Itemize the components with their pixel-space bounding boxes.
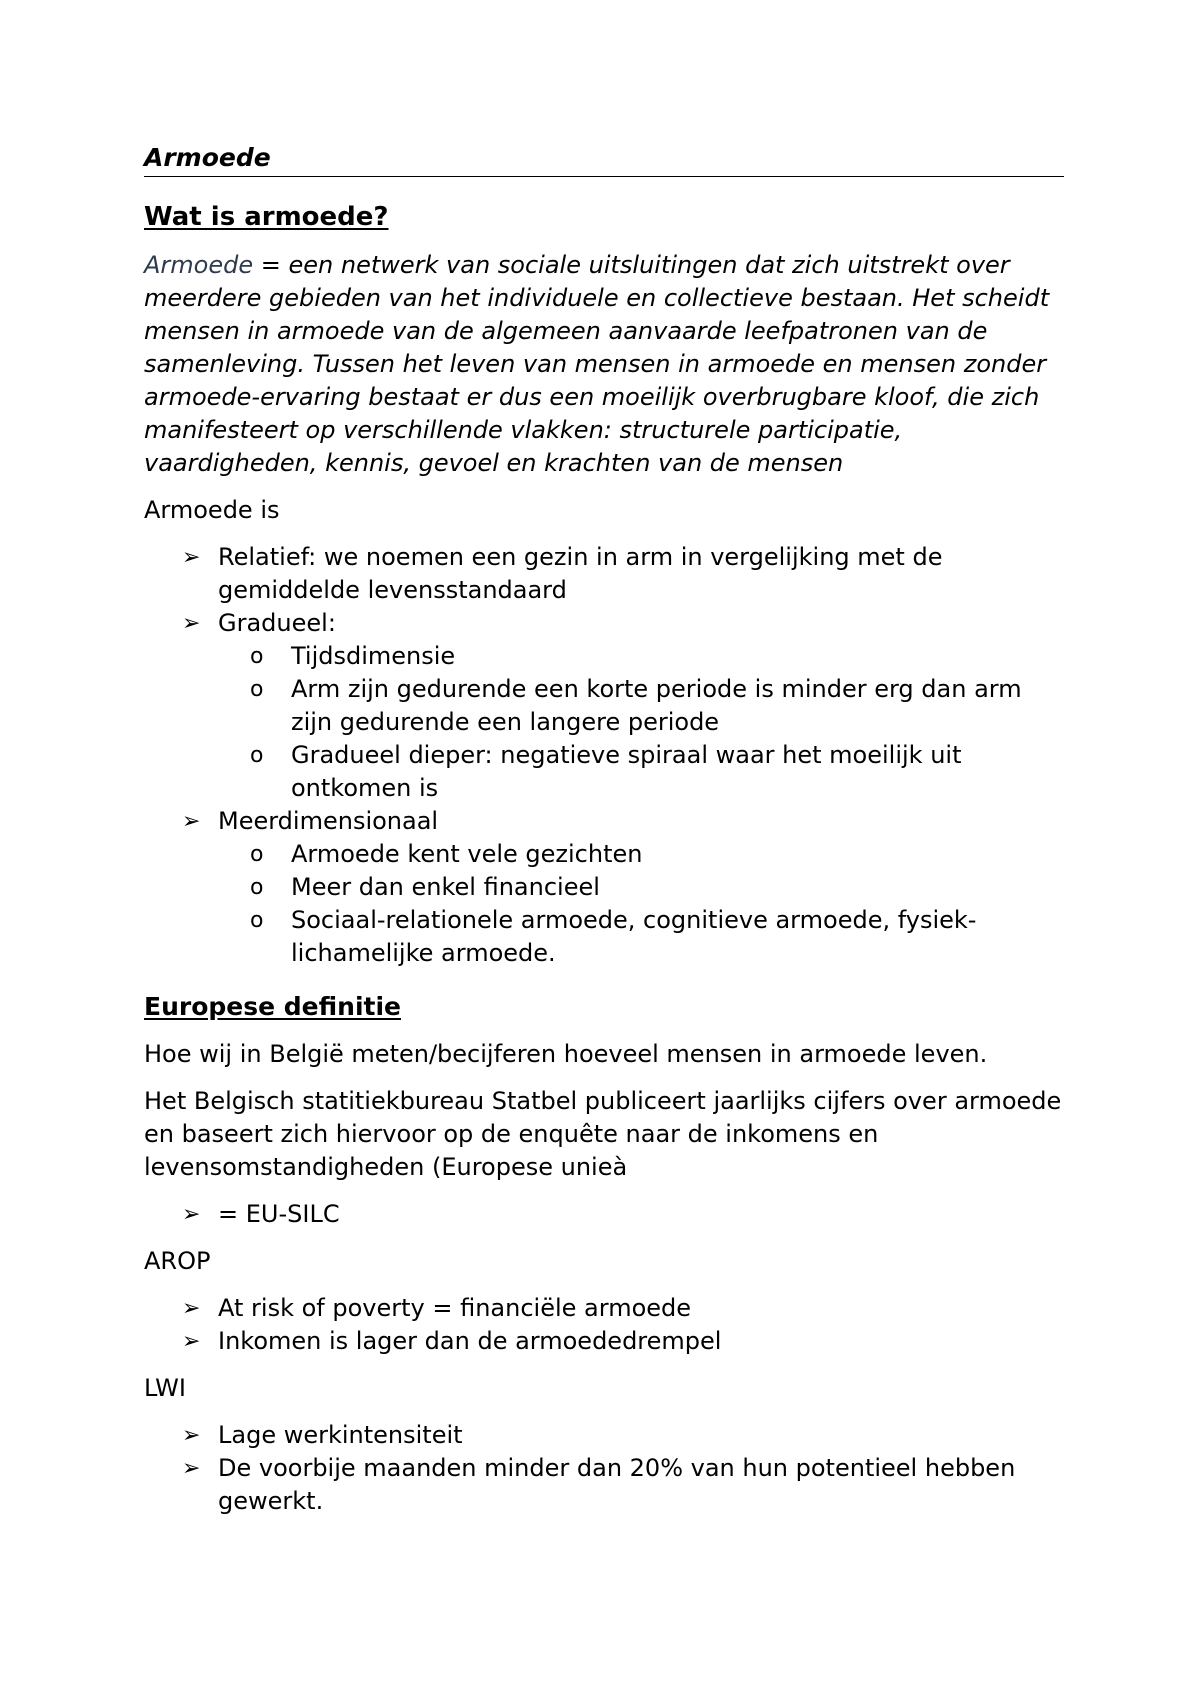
arrow-bullet-icon: ➢: [182, 545, 201, 570]
list-item: [144, 1419, 1064, 1452]
sub-list-item: [218, 838, 1064, 871]
arrow-bullet-icon: ➢: [182, 1456, 201, 1481]
circle-bullet-icon: o: [250, 875, 264, 900]
arrow-bullet-icon: ➢: [182, 611, 201, 636]
section-heading-wat-is-armoede: Wat is armoede?: [144, 202, 389, 232]
arop-list: [144, 1292, 1064, 1358]
list-item-text: Lage werkintensiteit: [218, 1421, 463, 1449]
lwi-list: [144, 1419, 1064, 1518]
arrow-bullet-icon: ➢: [182, 1296, 201, 1321]
list-item-text: Inkomen is lager dan de armoededrempel: [218, 1327, 722, 1355]
sub-list-item-text: Tijdsdimensie: [291, 642, 456, 670]
sub-list-item: [218, 871, 1064, 904]
europese-para-2: Het Belgisch statitiekbureau Statbel publiceert jaarlijks cijfers over armoede en baseert zich hiervoor op de enquête naar de inkomens en levensomstandigheden (Europese unieà: [144, 1087, 1062, 1181]
list-item: [144, 541, 1064, 607]
arrow-bullet-icon: ➢: [182, 1423, 201, 1448]
list-item-text: Gradueel:: [218, 609, 336, 637]
definition-paragraph: [144, 249, 1064, 480]
arrow-bullet-icon: ➢: [182, 809, 201, 834]
document-title: Armoede: [144, 142, 1064, 177]
circle-bullet-icon: o: [250, 908, 264, 933]
list-item-text: De voorbije maanden minder dan 20% van hun potentieel hebben gewerkt.: [218, 1454, 1016, 1515]
europese-para-1: Hoe wij in België meten/becijferen hoeveel mensen in armoede leven.: [144, 1040, 988, 1068]
list-item-text: Relatief: we noemen een gezin in arm in vergelijking met de gemiddelde levensstandaard: [218, 543, 943, 604]
circle-bullet-icon: o: [250, 743, 264, 768]
circle-bullet-icon: o: [250, 677, 264, 702]
list-item: [144, 1292, 1064, 1325]
sub-list-item-text: Meer dan enkel financieel: [291, 873, 600, 901]
document-content: [144, 142, 1064, 1518]
sub-list: [218, 838, 1064, 970]
circle-bullet-icon: o: [250, 644, 264, 669]
definition-text: = een netwerk van sociale uitsluitingen dat zich uitstrekt over meerdere gebieden van het individuele en collectieve bestaan. Het scheidt mensen in armoede van de algemeen aanvaarde leefpatronen van de samenleving. Tussen het leven van mensen in armoede en mensen zonder armoede-ervaring bestaat er dus een moeilijk overbrugbare kloof, die zich manifesteert op verschillende vlakken: structurele participatie, vaardigheden, kennis, gevoel en krachten van de mensen: [144, 251, 1050, 477]
sub-list-item-text: Arm zijn gedurende een korte periode is minder erg dan arm zijn gedurende een langere periode: [291, 675, 1022, 736]
sub-list-item-text: Armoede kent vele gezichten: [291, 840, 643, 868]
list-item-text: At risk of poverty = financiële armoede: [218, 1294, 692, 1322]
circle-bullet-icon: o: [250, 842, 264, 867]
list-item: [144, 1325, 1064, 1358]
sub-list-item: [218, 739, 1064, 805]
section-heading-europese-definitie: Europese definitie: [144, 992, 401, 1021]
sub-list-item: [218, 640, 1064, 673]
list-item: [144, 1198, 1064, 1231]
sub-list-item-text: Sociaal-relationele armoede, cognitieve armoede, fysiek-lichamelijke armoede.: [291, 906, 977, 967]
armoede-is-intro: Armoede is: [144, 496, 280, 524]
eu-silc-list: [144, 1198, 1064, 1231]
sub-list-item: [218, 673, 1064, 739]
list-item-text: Meerdimensionaal: [218, 807, 439, 835]
arop-label: AROP: [144, 1247, 211, 1275]
list-item: [144, 1452, 1064, 1518]
definition-term: Armoede: [144, 251, 254, 279]
list-item: [144, 607, 1064, 805]
list-item-text: = EU-SILC: [218, 1200, 340, 1228]
arrow-bullet-icon: ➢: [182, 1202, 201, 1227]
arrow-bullet-icon: ➢: [182, 1329, 201, 1354]
sub-list: [218, 640, 1064, 805]
sub-list-item-text: Gradueel dieper: negatieve spiraal waar het moeilijk uit ontkomen is: [291, 741, 962, 802]
armoede-characteristics-list: [144, 541, 1064, 970]
list-item: [144, 805, 1064, 970]
sub-list-item: [218, 904, 1064, 970]
lwi-label: LWI: [144, 1374, 186, 1402]
